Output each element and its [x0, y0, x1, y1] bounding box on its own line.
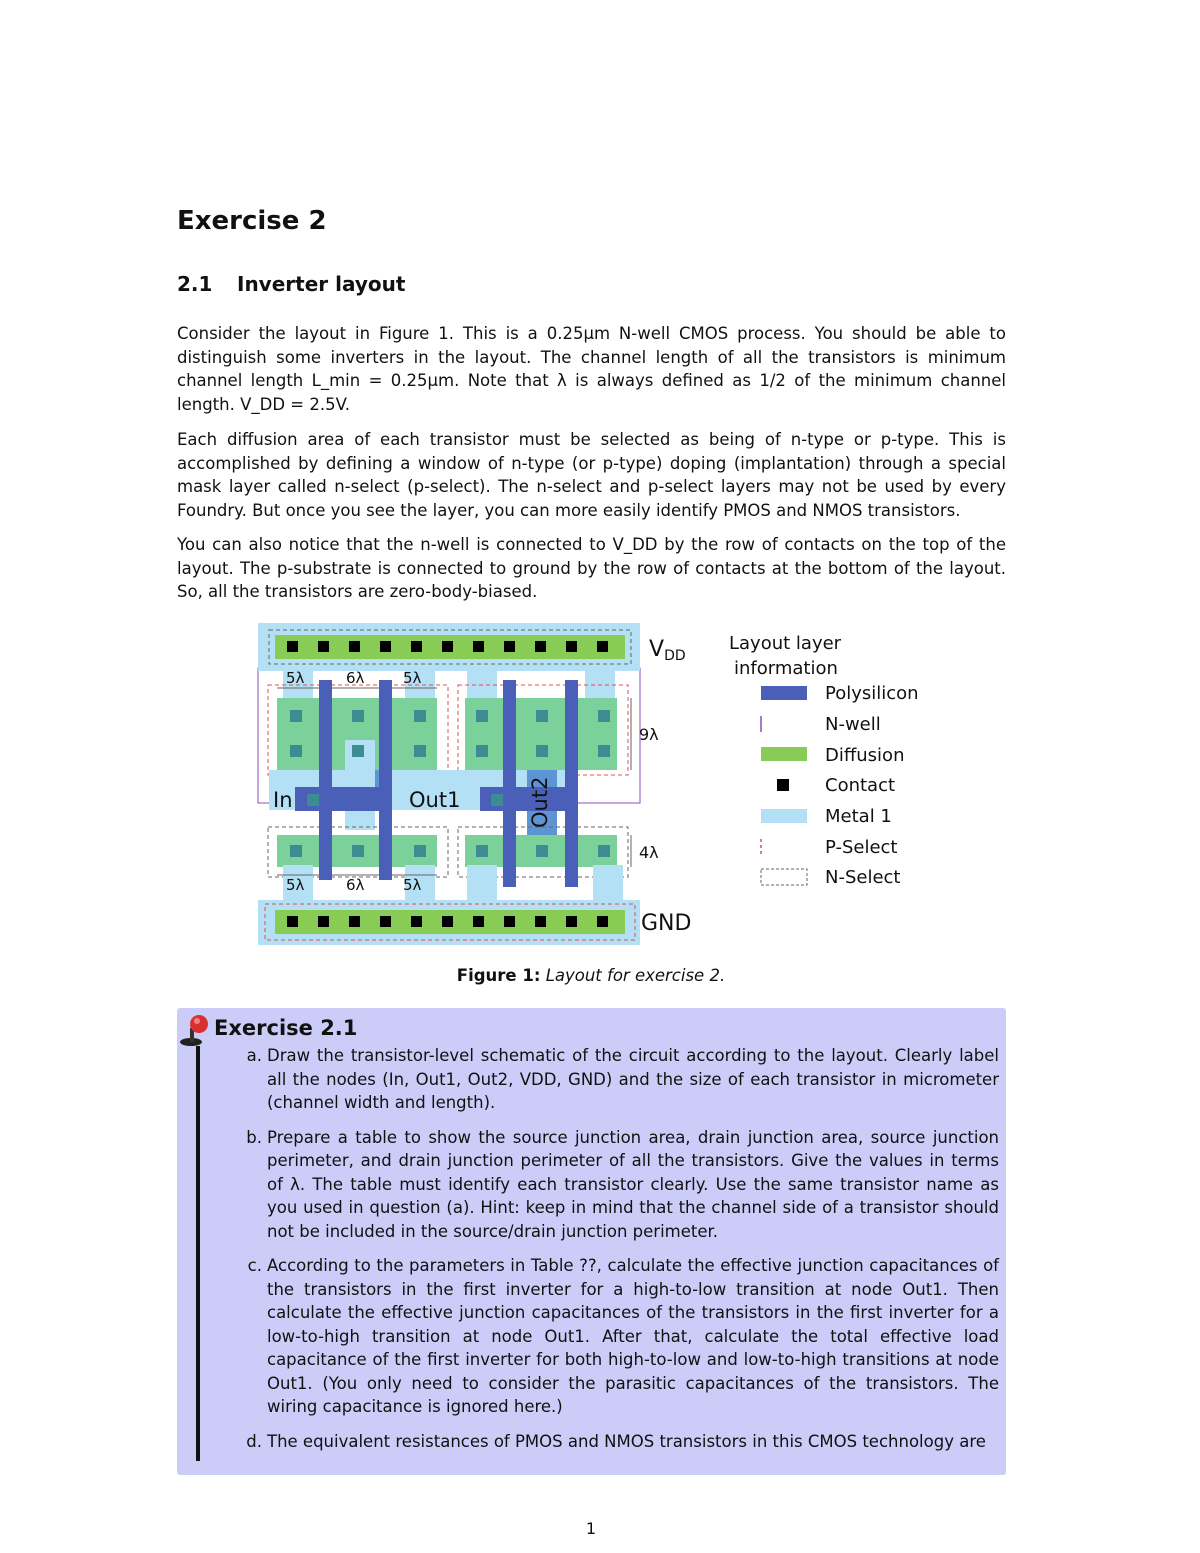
subsection-title-text: Inverter layout	[237, 272, 406, 296]
exercise-box	[177, 1008, 1006, 1475]
label-vdd: VDD	[649, 637, 686, 664]
out1-contact	[491, 794, 503, 806]
paragraph-2: Each diffusion area of each transistor must be selected as being of n-type or p-type. This is accomplished by defining a window of n-type (or p-type) doping (implantation) through a special mask layer called n-select (p-select). The n-select and p-select layers may not be used by every Foundry. But once you see the layer, you can more easily identify PMOS and NMOS transistors.	[177, 430, 1006, 520]
legend-label-metal1: Metal 1	[825, 806, 892, 827]
legend-label-nwell: N-well	[825, 714, 881, 735]
caption-label: Figure 1:	[456, 966, 541, 985]
page-number: 1	[585, 1519, 597, 1538]
legend-swatch-nselect	[761, 869, 807, 885]
legend-swatch-metal1	[761, 809, 807, 823]
dim-top-2: 6λ	[346, 669, 365, 687]
dim-bottom-2: 6λ	[346, 876, 365, 894]
dim-bottom-3: 5λ	[403, 876, 422, 894]
dim-top-3: 5λ	[403, 669, 422, 687]
dim-nmos-height: 4λ	[639, 843, 659, 862]
poly-gate-2	[379, 680, 392, 880]
section-title: Exercise 2	[177, 206, 327, 236]
list-item	[234, 1430, 999, 1454]
pin-icon	[177, 1012, 215, 1048]
caption-text: Layout for exercise 2.	[545, 966, 726, 985]
item-text: Prepare a table to show the source junction area, drain junction area, source junction perimeter, and drain junction perimeter of all the transistors. Give the values in terms of λ. The table must identify each transistor clearly. Use the same transistor name as you used in question (a). Hint: keep in mind that the channel side of a transistor should not be included in the source/drain junction perimeter.	[267, 1127, 999, 1241]
figure-caption	[0, 966, 1182, 985]
label-gnd: GND	[641, 911, 692, 936]
in-contact	[307, 794, 319, 806]
list-item	[234, 1254, 999, 1419]
paragraph-1: Consider the layout in Figure 1. This is a 0.25μm N-well CMOS process. You should be able to distinguish some inverters in the layout. The channel length of all the transistors is minimum channel length L_min = 0.25μm. Note that λ is always defined as 1/2 of the minimum channel length. V_DD = 2.5V.	[177, 324, 1006, 414]
item-label: a.	[246, 1046, 262, 1065]
legend-label-pselect: P-Select	[825, 837, 898, 858]
item-text: Draw the transistor-level schematic of the circuit according to the layout. Clearly label all the nodes (In, Out1, Out2, VDD, GND) and the size of each transistor in micrometer (channel width and length).	[267, 1046, 999, 1112]
subsection-title	[177, 272, 405, 296]
exercise-side-bar	[196, 1046, 200, 1461]
metal-strap-gnd-3	[467, 865, 497, 905]
dim-bottom-1: 5λ	[286, 876, 305, 894]
legend-label-nselect: N-Select	[825, 867, 901, 888]
layout-figure	[255, 620, 955, 960]
item-text: The equivalent resistances of PMOS and NMOS transistors in this CMOS technology are	[267, 1431, 986, 1451]
item-label: d.	[246, 1431, 262, 1451]
paragraph-3: You can also notice that the n-well is connected to V_DD by the row of contacts on the top of the layout. The p-substrate is connected to ground by the row of contacts at the bottom of the layout. So, all the transistors are zero-body-biased.	[177, 535, 1006, 601]
legend-label-contact: Contact	[825, 775, 896, 796]
legend-swatch-diffusion	[761, 747, 807, 761]
metal-strap-gnd-4	[593, 865, 623, 905]
label-in: In	[273, 788, 293, 812]
legend-label-diffusion: Diffusion	[825, 745, 905, 766]
poly-gate-4	[565, 680, 578, 887]
dim-top-1: 5λ	[286, 669, 305, 687]
exercise-list	[234, 1044, 999, 1464]
list-item	[234, 1044, 999, 1115]
exercise-title: Exercise 2.1	[214, 1016, 358, 1040]
list-item	[234, 1126, 999, 1244]
item-label: c.	[247, 1256, 262, 1275]
legend-label-poly: Polysilicon	[825, 683, 919, 704]
legend-swatch-contact	[777, 779, 789, 791]
dim-pmos-height: 9λ	[639, 725, 659, 744]
poly-gate-1	[319, 680, 332, 880]
legend-swatch-poly	[761, 686, 807, 700]
legend-title-line2: information	[734, 658, 838, 679]
subsection-number: 2.1	[177, 272, 213, 296]
poly-gate-3	[503, 680, 516, 887]
legend-title-line1: Layout layer	[729, 633, 842, 654]
item-text: According to the parameters in Table ??, calculate the effective junction capacitances of the transistors in the first inverter for a high-to-low transition at node Out1. Then calculate the effective junction capacitances of the transistors in the first inverter for a low-to-high transition at node Out1. After that, calculate the total effective load capacitance of the first inverter for both high-to-low and low-to-high transitions at node Out1. (You only need to consider the parasitic capacitances of the transistors. The wiring capacitance is ignored here.)	[267, 1256, 999, 1416]
item-label: b.	[246, 1127, 262, 1147]
label-out1: Out1	[409, 788, 461, 812]
label-out2: Out2	[528, 776, 552, 828]
pmos-diffusion-2	[465, 698, 617, 770]
